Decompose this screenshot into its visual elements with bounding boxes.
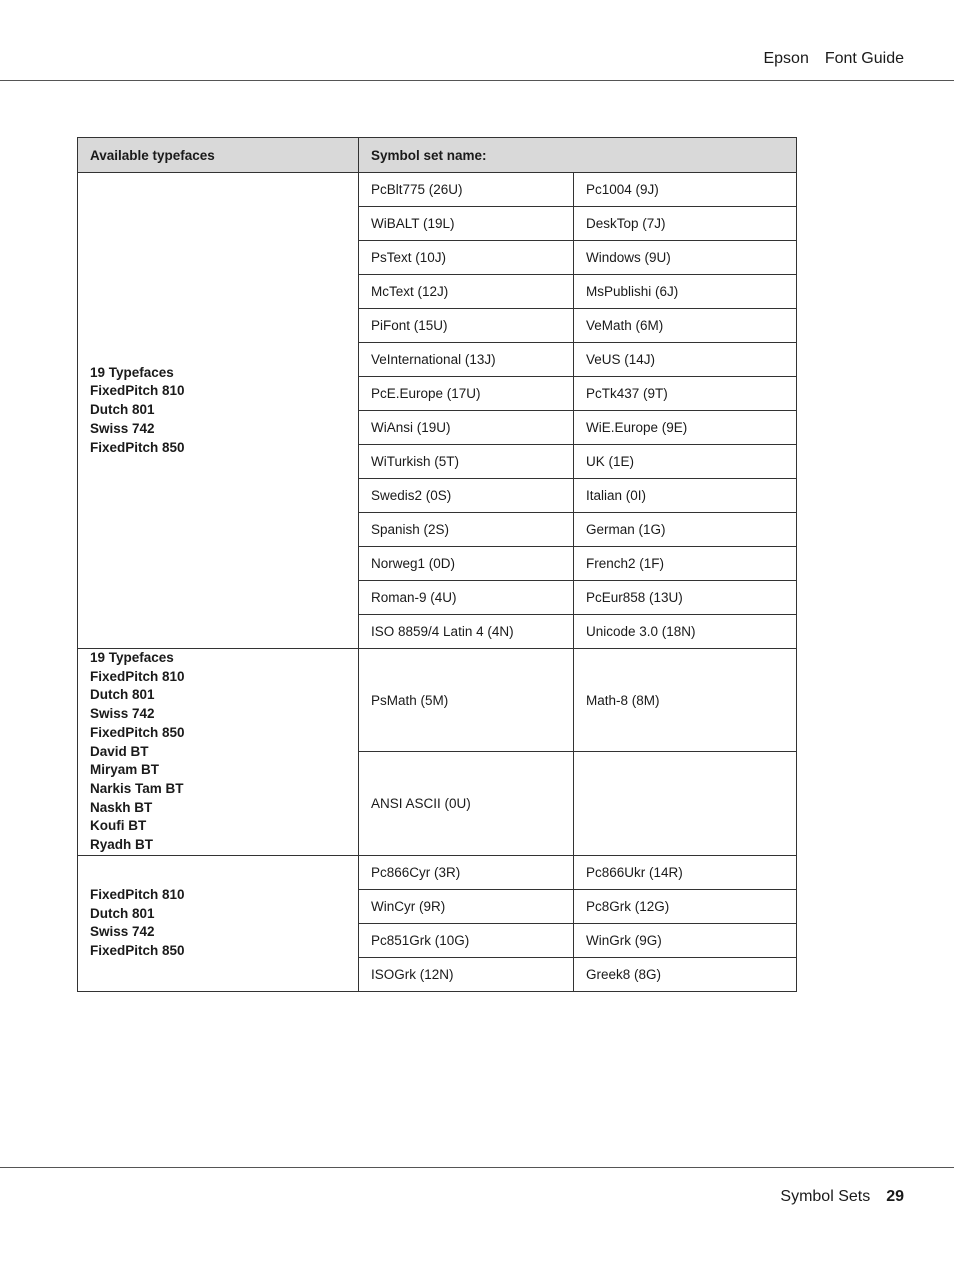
symbol-set-cell: Pc866Cyr (3R) <box>359 855 574 889</box>
symbol-set-cell: Unicode 3.0 (18N) <box>574 615 797 649</box>
symbol-set-cell: WiTurkish (5T) <box>359 445 574 479</box>
typeface-name: Swiss 742 <box>90 420 155 436</box>
table-row <box>78 173 797 207</box>
symbol-set-cell: DeskTop (7J) <box>574 207 797 241</box>
symbol-set-cell: WinCyr (9R) <box>359 889 574 923</box>
symbol-set-cell: Windows (9U) <box>574 241 797 275</box>
symbol-set-cell: VeUS (14J) <box>574 343 797 377</box>
header-brand: Epson <box>763 50 809 67</box>
typeface-name: Dutch 801 <box>90 687 155 703</box>
symbol-set-cell: WinGrk (9G) <box>574 923 797 957</box>
symbol-set-cell: WiBALT (19L) <box>359 207 574 241</box>
column-header-symbol-set: Symbol set name: <box>359 138 797 173</box>
symbol-set-cell <box>574 752 797 855</box>
typeface-name: Naskh BT <box>90 799 153 815</box>
typeface-name: FixedPitch 810 <box>90 886 185 902</box>
symbol-set-cell: WiAnsi (19U) <box>359 411 574 445</box>
typeface-name: Dutch 801 <box>90 402 155 418</box>
symbol-set-cell: VeInternational (13J) <box>359 343 574 377</box>
symbol-set-cell: Norweg1 (0D) <box>359 547 574 581</box>
symbol-set-cell: PcE.Europe (17U) <box>359 377 574 411</box>
typeface-name: Narkis Tam BT <box>90 780 184 796</box>
table-header-row <box>78 138 797 173</box>
symbol-set-cell: ISO 8859/4 Latin 4 (4N) <box>359 615 574 649</box>
symbol-set-cell: Math-8 (8M) <box>574 649 797 752</box>
typeface-name: Swiss 742 <box>90 924 155 940</box>
symbol-set-cell: PsText (10J) <box>359 241 574 275</box>
symbol-set-cell: Pc866Ukr (14R) <box>574 855 797 889</box>
symbol-set-cell: McText (12J) <box>359 275 574 309</box>
symbol-set-cell: Swedis2 (0S) <box>359 479 574 513</box>
typeface-list <box>78 173 359 649</box>
symbol-set-cell: PcBlt775 (26U) <box>359 173 574 207</box>
symbol-set-cell: Greek8 (8G) <box>574 957 797 991</box>
symbol-set-cell: Pc851Grk (10G) <box>359 923 574 957</box>
symbol-set-cell: French2 (1F) <box>574 547 797 581</box>
symbol-set-cell: Italian (0I) <box>574 479 797 513</box>
header-text <box>747 50 904 68</box>
symbol-set-cell: PcTk437 (9T) <box>574 377 797 411</box>
typeface-name: FixedPitch 850 <box>90 942 185 958</box>
typeface-name: David BT <box>90 743 149 759</box>
symbol-set-cell: German (1G) <box>574 513 797 547</box>
table-row <box>78 649 797 752</box>
symbol-set-cell: WiE.Europe (9E) <box>574 411 797 445</box>
typeface-list <box>78 649 359 856</box>
column-header-typefaces: Available typefaces <box>78 138 359 173</box>
typeface-name: Dutch 801 <box>90 905 155 921</box>
symbol-set-cell: Pc8Grk (12G) <box>574 889 797 923</box>
typeface-name: Koufi BT <box>90 818 147 834</box>
symbol-set-cell: Pc1004 (9J) <box>574 173 797 207</box>
symbol-set-cell: PiFont (15U) <box>359 309 574 343</box>
symbol-set-cell: UK (1E) <box>574 445 797 479</box>
symbol-set-cell: MsPublishi (6J) <box>574 275 797 309</box>
footer-section: Symbol Sets <box>780 1188 871 1205</box>
symbol-set-table <box>77 137 797 992</box>
footer-text <box>780 1188 904 1206</box>
symbol-set-cell: Spanish (2S) <box>359 513 574 547</box>
symbol-set-cell: PcEur858 (13U) <box>574 581 797 615</box>
typeface-list <box>78 855 359 991</box>
header-title: Font Guide <box>824 50 904 67</box>
symbol-set-cell: PsMath (5M) <box>359 649 574 752</box>
typeface-name: Ryadh BT <box>90 837 154 853</box>
typeface-name: FixedPitch 810 <box>90 668 185 684</box>
symbol-set-cell: Roman-9 (4U) <box>359 581 574 615</box>
typeface-name: Swiss 742 <box>90 706 155 722</box>
table-row <box>78 855 797 889</box>
symbol-set-cell: ISOGrk (12N) <box>359 957 574 991</box>
symbol-set-cell: ANSI ASCII (0U) <box>359 752 574 855</box>
typeface-name: 19 Typefaces <box>90 650 174 665</box>
typeface-name: FixedPitch 810 <box>90 383 185 399</box>
symbol-set-cell: VeMath (6M) <box>574 309 797 343</box>
typeface-name: FixedPitch 850 <box>90 439 185 455</box>
page-header <box>0 0 954 81</box>
typeface-name: 19 Typefaces <box>90 364 174 380</box>
typeface-name: FixedPitch 850 <box>90 724 185 740</box>
typeface-name: Miryam BT <box>90 762 160 778</box>
page-number: 29 <box>886 1188 904 1205</box>
page-footer <box>0 1167 954 1205</box>
